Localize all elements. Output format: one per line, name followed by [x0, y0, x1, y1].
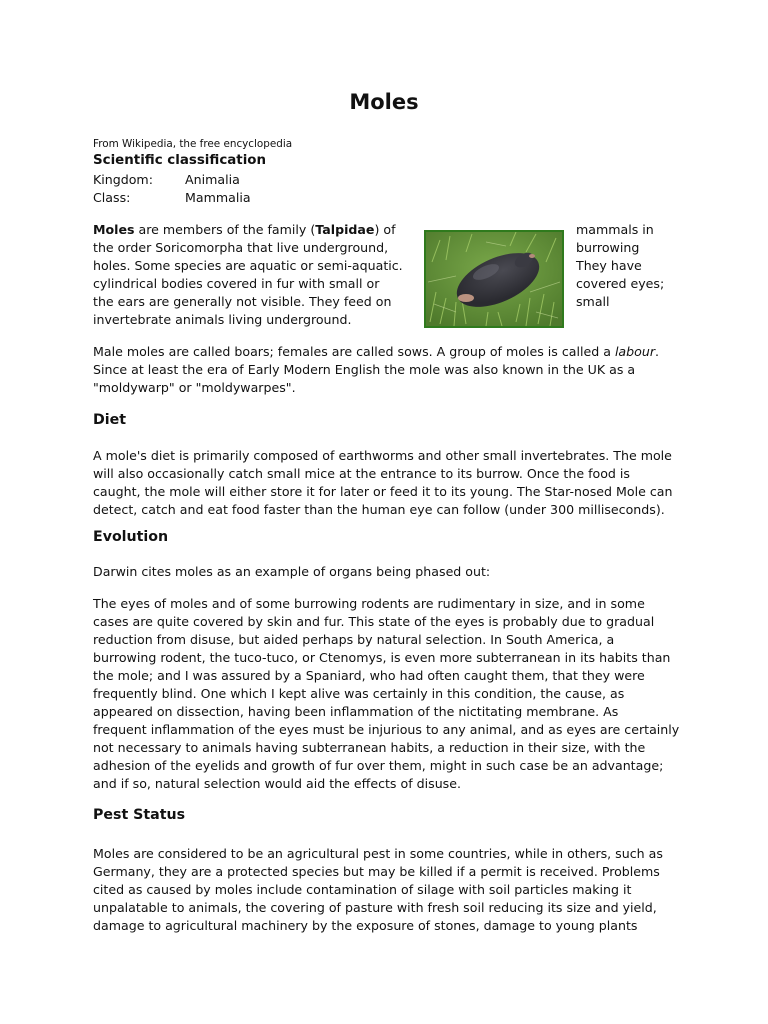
intro-line: [93, 221, 413, 239]
section-heading-pest-status: Pest Status: [93, 807, 186, 823]
intro-right-line: small: [576, 294, 610, 309]
paragraph-line: cited as caused by moles include contamination of silage with soil particles making it: [93, 882, 632, 897]
term-talpidae: Talpidae: [315, 222, 375, 237]
intro-text: are members of the family (: [134, 222, 316, 237]
paragraph-line: detect, catch and eat food faster than the human eye can follow (under 300 milliseconds).: [93, 502, 665, 517]
classification-row-kingdom: [93, 171, 240, 189]
paragraph-line: and if so, natural selection would aid the effects of disuse.: [93, 776, 461, 791]
term-moles: Moles: [93, 222, 135, 237]
paragraph-line: frequent inflammation of the eyes must be injurious to any animal, and as eyes are certainly: [93, 722, 680, 737]
intro-line: cylindrical bodies covered in fur with small or: [93, 276, 380, 291]
intro-line: the order Soricomorpha that live underground,: [93, 240, 389, 255]
classification-heading: Scientific classification: [93, 153, 267, 168]
source-line: From Wikipedia, the free encyclopedia: [93, 138, 293, 150]
paragraph-line: not necessary to animals having subterranean habits, a reduction in their size, with the: [93, 740, 646, 755]
paragraph-line: The eyes of moles and of some burrowing rodents are rudimentary in size, and in some: [93, 596, 645, 611]
paragraph-line: Moles are considered to be an agricultural pest in some countries, while in others, such as: [93, 846, 663, 861]
mole-photo: [424, 230, 564, 328]
paragraph-line: [93, 343, 693, 361]
paragraph-line: damage to agricultural machinery by the exposure of stones, damage to young plants: [93, 918, 638, 933]
paragraph-line: Since at least the era of Early Modern English the mole was also known in the UK as a: [93, 362, 636, 377]
paragraph-line: appeared on dissection, having been inflammation of the nictitating membrane. As: [93, 704, 619, 719]
section-heading-diet: Diet: [93, 412, 127, 428]
diet-paragraph: [93, 447, 693, 519]
intro-left-column: [93, 221, 413, 329]
mole-photo-illustration: [426, 232, 562, 326]
classification-value: Animalia: [185, 172, 240, 187]
intro-line: holes. Some species are aquatic or semi-aquatic.: [93, 258, 403, 273]
intro-right-column: [576, 221, 676, 311]
evolution-quote: [93, 595, 693, 793]
classification-key: Kingdom:: [93, 172, 153, 187]
section-heading-evolution: Evolution: [93, 529, 169, 545]
paragraph-line: reduction from disuse, but aided perhaps by natural selection. In South America, a: [93, 632, 615, 647]
intro-right-line: mammals in: [576, 222, 654, 237]
intro-line: the ears are generally not visible. They feed on: [93, 294, 392, 309]
intro-text: ) of: [374, 222, 396, 237]
paragraph-line: unpalatable to animals, the covering of pasture with fresh soil reducing its size and yield,: [93, 900, 657, 915]
paragraph-line: cases are quite covered by skin and fur. This state of the eyes is probably due to gradual: [93, 614, 655, 629]
classification-key: Class:: [93, 190, 131, 205]
paragraph-line: A mole's diet is primarily composed of earthworms and other small invertebrates. The mole: [93, 448, 672, 463]
paragraph-line: Germany, they are a protected species but may be killed if a permit is received. Problems: [93, 864, 660, 879]
names-paragraph: [93, 343, 693, 397]
paragraph-line: the mole; and I was assured by a Spaniard, who had often caught them, that they were: [93, 668, 645, 683]
intro-right-line: They have: [576, 258, 642, 273]
paragraph-text: Male moles are called boars; females are called sows. A group of moles is called a: [93, 344, 615, 359]
evolution-intro: Darwin cites moles as an example of organs being phased out:: [93, 564, 491, 579]
paragraph-line: will also occasionally catch small mice at the entrance to its burrow. Once the food is: [93, 466, 630, 481]
intro-right-line: burrowing: [576, 240, 640, 255]
intro-line: invertebrate animals living underground.: [93, 312, 352, 327]
classification-value: Mammalia: [185, 190, 251, 205]
paragraph-line: burrowing rodent, the tuco-tuco, or Ctenomys, is even more subterranean in its habits than: [93, 650, 671, 665]
term-labour: labour: [614, 344, 656, 359]
paragraph-line: frequently blind. One which I kept alive was certainly in this condition, the cause, as: [93, 686, 625, 701]
paragraph-line: "moldywarp" or "moldywarpes".: [93, 380, 296, 395]
paragraph-line: caught, the mole will either store it for later or feed it to its young. The Star-nosed Mole can: [93, 484, 673, 499]
pest-paragraph: [93, 845, 693, 935]
intro-right-line: covered eyes;: [576, 276, 665, 291]
paragraph-text: .: [655, 344, 660, 359]
paragraph-line: adhesion of the eyelids and growth of fur over them, might in such case be an advantage;: [93, 758, 664, 773]
page-title: Moles: [349, 90, 419, 114]
classification-row-class: [93, 189, 251, 207]
